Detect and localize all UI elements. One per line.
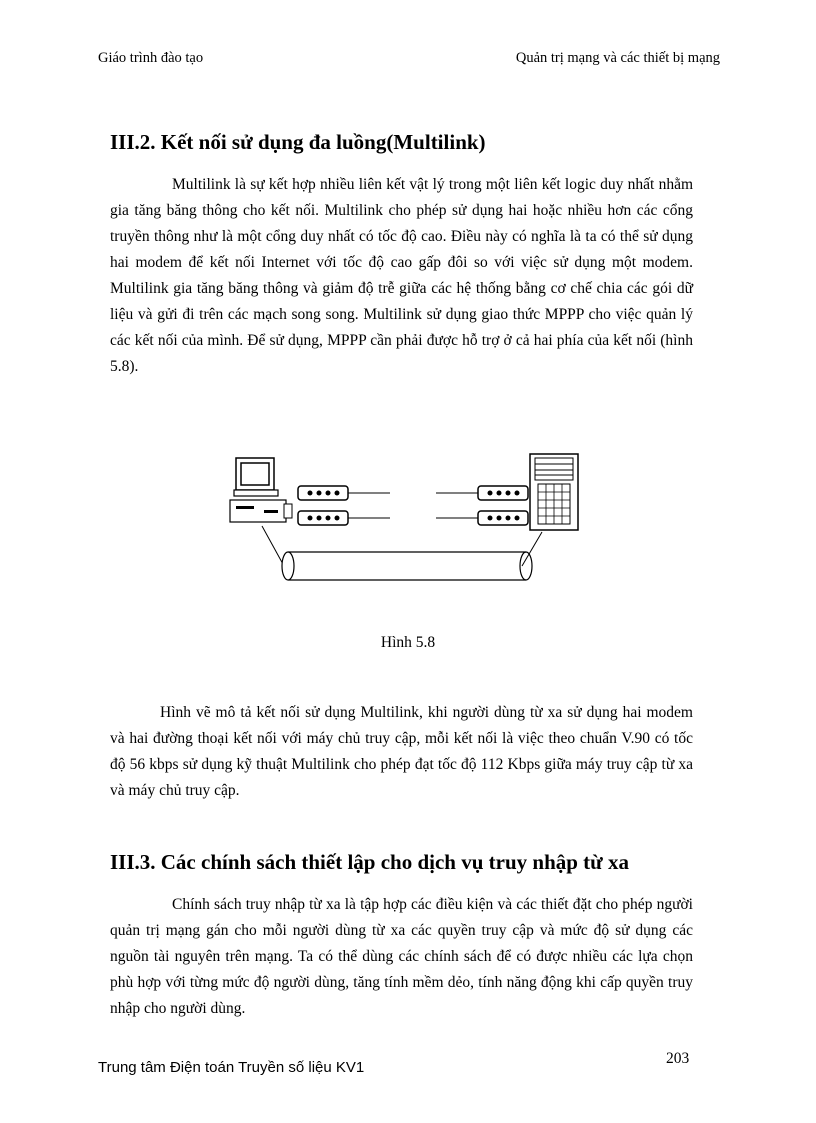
section-title-policies: III.3. Các chính sách thiết lập cho dịch vụ truy nhập từ xa <box>110 850 630 874</box>
running-header-left: Giáo trình đào tạo <box>98 50 204 66</box>
client-modem-1-icon <box>298 486 348 500</box>
running-header-right: Quản trị mạng và các thiết bị mạng <box>515 50 720 66</box>
figure-description-paragraph: Hình vẽ mô tả kết nối sử dụng Multilink, khi người dùng từ xa sử dụng hai modem và hai đường thoại kết nối với máy chủ truy cập, mỗi kết nối là việc theo chuẩn V.90 có tốc độ 56 kbps sử dụng kỹ thuật Multilink cho phép đạt tốc độ 112 Kbps giữa máy truy cập từ xa và máy chủ truy cập. <box>110 704 693 799</box>
multilink-diagram <box>222 448 592 598</box>
access-server-icon <box>530 454 578 530</box>
page-number: 203 <box>666 1050 690 1067</box>
server-modem-1-icon <box>478 486 528 500</box>
client-modem-2-icon <box>298 511 348 525</box>
figure-caption: Hình 5.8 <box>380 634 436 651</box>
server-modem-2-icon <box>478 511 528 525</box>
client-computer-icon <box>230 458 292 522</box>
footer-text: Trung tâm Điện toán Truyền số liệu KV1 <box>98 1059 365 1076</box>
policies-paragraph: Chính sách truy nhập từ xa là tập hợp các điều kiện và các thiết đặt cho phép người quản trị mạng gán cho mỗi người dùng từ xa các quyền truy cập và mức độ sử dụng các nguồn tài nguyên trên mạng. Ta có thể dùng các chính sách để có được nhiều các lựa chọn phù hợp với từng mức độ người dùng, tăng tính mềm dẻo, tính năng động khi cấp quyền truy nhập cho người dùng. <box>110 896 693 1017</box>
section-title-multilink: III.2. Kết nối sử dụng đa luồng(Multilink) <box>110 130 486 154</box>
multilink-bundle <box>262 526 542 580</box>
multilink-paragraph: Multilink là sự kết hợp nhiều liên kết vật lý trong một liên kết logic duy nhất nhằm gia tăng băng thông cho kết nối. Multilink cho phép sử dụng hai hoặc nhiều hơn các cổng truyền thông như là một cổng duy nhất có tốc độ cao. Điều này có nghĩa là ta có thể sử dụng hai modem để kết nối Internet với tốc độ cao gấp đôi so với việc sử dụng một modem. Multilink gia tăng băng thông và giảm độ trễ giữa các hệ thống bằng cơ chế chia các gói dữ liệu và gửi đi trên các mạch song song. Multilink sử dụng giao thức MPPP cho việc quản lý các kết nối của mình. Để sử dụng, MPPP cần phải được hỗ trợ ở cả hai phía của kết nối (hình 5.8). <box>110 176 693 375</box>
phone-lines <box>348 493 478 518</box>
